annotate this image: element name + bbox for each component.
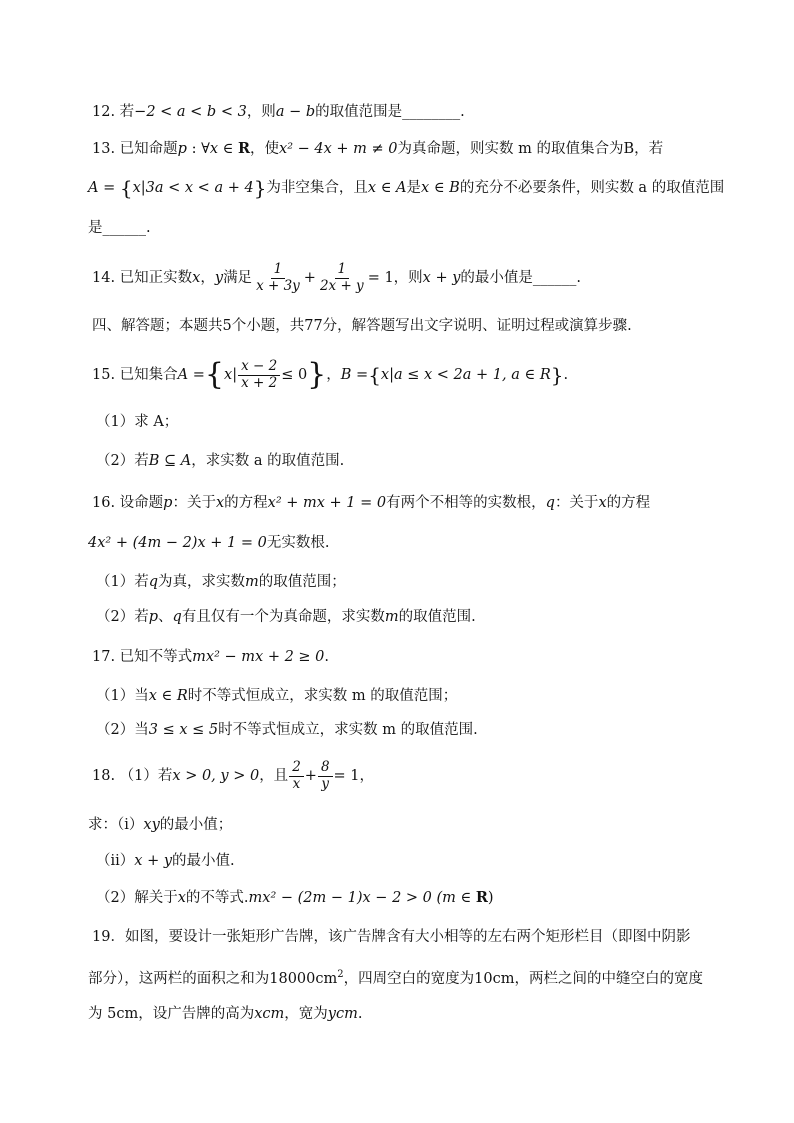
question-16-line-2: 4x² + (4m − 2)x + 1 = 0无实数根. bbox=[88, 535, 330, 551]
question-15: 15. 已知集合A ={x| $\frac{x - 2}{x + 2}$ ≤ 0}，B ={x|a ≤ x < 2a + 1, a ∈ R}. bbox=[92, 357, 569, 392]
set-expression: x|3a < x < a + 4 bbox=[132, 180, 254, 196]
question-13-line-3: 是______. bbox=[88, 220, 151, 236]
question-16-part-1: （1）若q为真，求实数m的取值范围； bbox=[96, 574, 346, 590]
question-17-part-1: （1）当x ∈ R时不等式恒成立，求实数 m 的取值范围； bbox=[96, 688, 458, 704]
question-17: 17. 已知不等式mx² − mx + 2 ≥ 0. bbox=[92, 649, 330, 665]
fraction: $\frac{2}{x}$ bbox=[289, 760, 304, 792]
question-13-line-2: A = {x|3a < x < a + 4}为非空集合，且x ∈ A是x ∈ B的充分不必要条件，则实数 a 的取值范围 bbox=[88, 176, 725, 200]
fraction: $\frac{1}{x + 3y}$ bbox=[256, 260, 300, 294]
question-14: 14. 已知正实数x，y满足 $\frac{1}{x + 3y}$ + $\frac{1}{2x + y}$ = 1，则x + y的最小值是______. bbox=[92, 260, 582, 294]
question-number: 18. bbox=[92, 768, 116, 784]
question-19-line-2: 部分），这两栏的面积之和为$18000cm^2$，四周空白的宽度为10cm，两栏之间的中缝空白的宽度 bbox=[88, 969, 703, 987]
question-19: 19．如图，要设计一张矩形广告牌，该广告牌含有大小相等的左右两个矩形栏目（即图中阴影 bbox=[92, 929, 691, 945]
question-number: 17. bbox=[92, 649, 116, 665]
question-18-sub-i: 求：（i）xy的最小值； bbox=[88, 817, 233, 833]
question-18: 18. （1）若x > 0, y > 0，且 $\frac{2}{x}$ + $\frac{8}{y}$ = 1， bbox=[92, 758, 375, 792]
question-number: 13. bbox=[92, 141, 116, 157]
equation: 4x² + (4m − 2)x + 1 = 0 bbox=[88, 535, 267, 551]
equation: x² + mx + 1 = 0 bbox=[267, 495, 387, 511]
set-expression: x|a ≤ x < 2a + 1, a ∈ R bbox=[380, 367, 551, 383]
question-18-sub-ii: （ii）x + y的最小值. bbox=[96, 853, 235, 869]
question-12: 12. 若−2 < a < b < 3，则a − b的取值范围是________. bbox=[92, 104, 465, 120]
condition-expression: x² − 4x + m ≠ 0 bbox=[279, 141, 398, 157]
question-number: 15. bbox=[92, 367, 116, 383]
question-16-part-2: （2）若p、q有且仅有一个为真命题，求实数m的取值范围. bbox=[96, 609, 476, 625]
fraction: $\frac{x - 2}{x + 2}$ bbox=[238, 359, 280, 391]
fraction: $\frac{8}{y}$ bbox=[318, 760, 333, 792]
inequality: −2 < a < b < 3 bbox=[134, 104, 247, 120]
question-19-line-3: 为 5cm，设广告牌的高为xcm，宽为ycm. bbox=[88, 1006, 363, 1022]
fraction: $\frac{1}{2x + y}$ bbox=[319, 260, 364, 294]
inequality: mx² − (2m − 1)x − 2 > 0 (m ∈ bbox=[248, 890, 476, 906]
question-number: 16. bbox=[92, 495, 116, 511]
question-15-part-2: （2）若B ⊆ A，求实数 a 的取值范围. bbox=[96, 453, 345, 469]
inequality: mx² − mx + 2 ≥ 0 bbox=[192, 649, 325, 665]
section-heading: 四、解答题；本题共5个小题，共77分，解答题写出文字说明、证明过程或演算步骤. bbox=[92, 318, 632, 334]
question-15-part-1: （1）求 A； bbox=[96, 414, 179, 430]
question-number: 14. bbox=[92, 270, 116, 286]
question-13: 13. 已知命题p : ∀x ∈ R，使x² − 4x + m ≠ 0为真命题，则实数 m 的取值集合为B，若 bbox=[92, 140, 664, 157]
question-16: 16. 设命题p：关于x的方程x² + mx + 1 = 0有两个不相等的实数根，q：关于x的方程 bbox=[92, 495, 651, 511]
question-18-part-2: （2）解关于x的不等式.mx² − (2m − 1)x − 2 > 0 (m ∈ R) bbox=[96, 889, 494, 906]
question-17-part-2: （2）当3 ≤ x ≤ 5时不等式恒成立，求实数 m 的取值范围. bbox=[96, 722, 478, 738]
question-number: 12. bbox=[92, 104, 116, 120]
